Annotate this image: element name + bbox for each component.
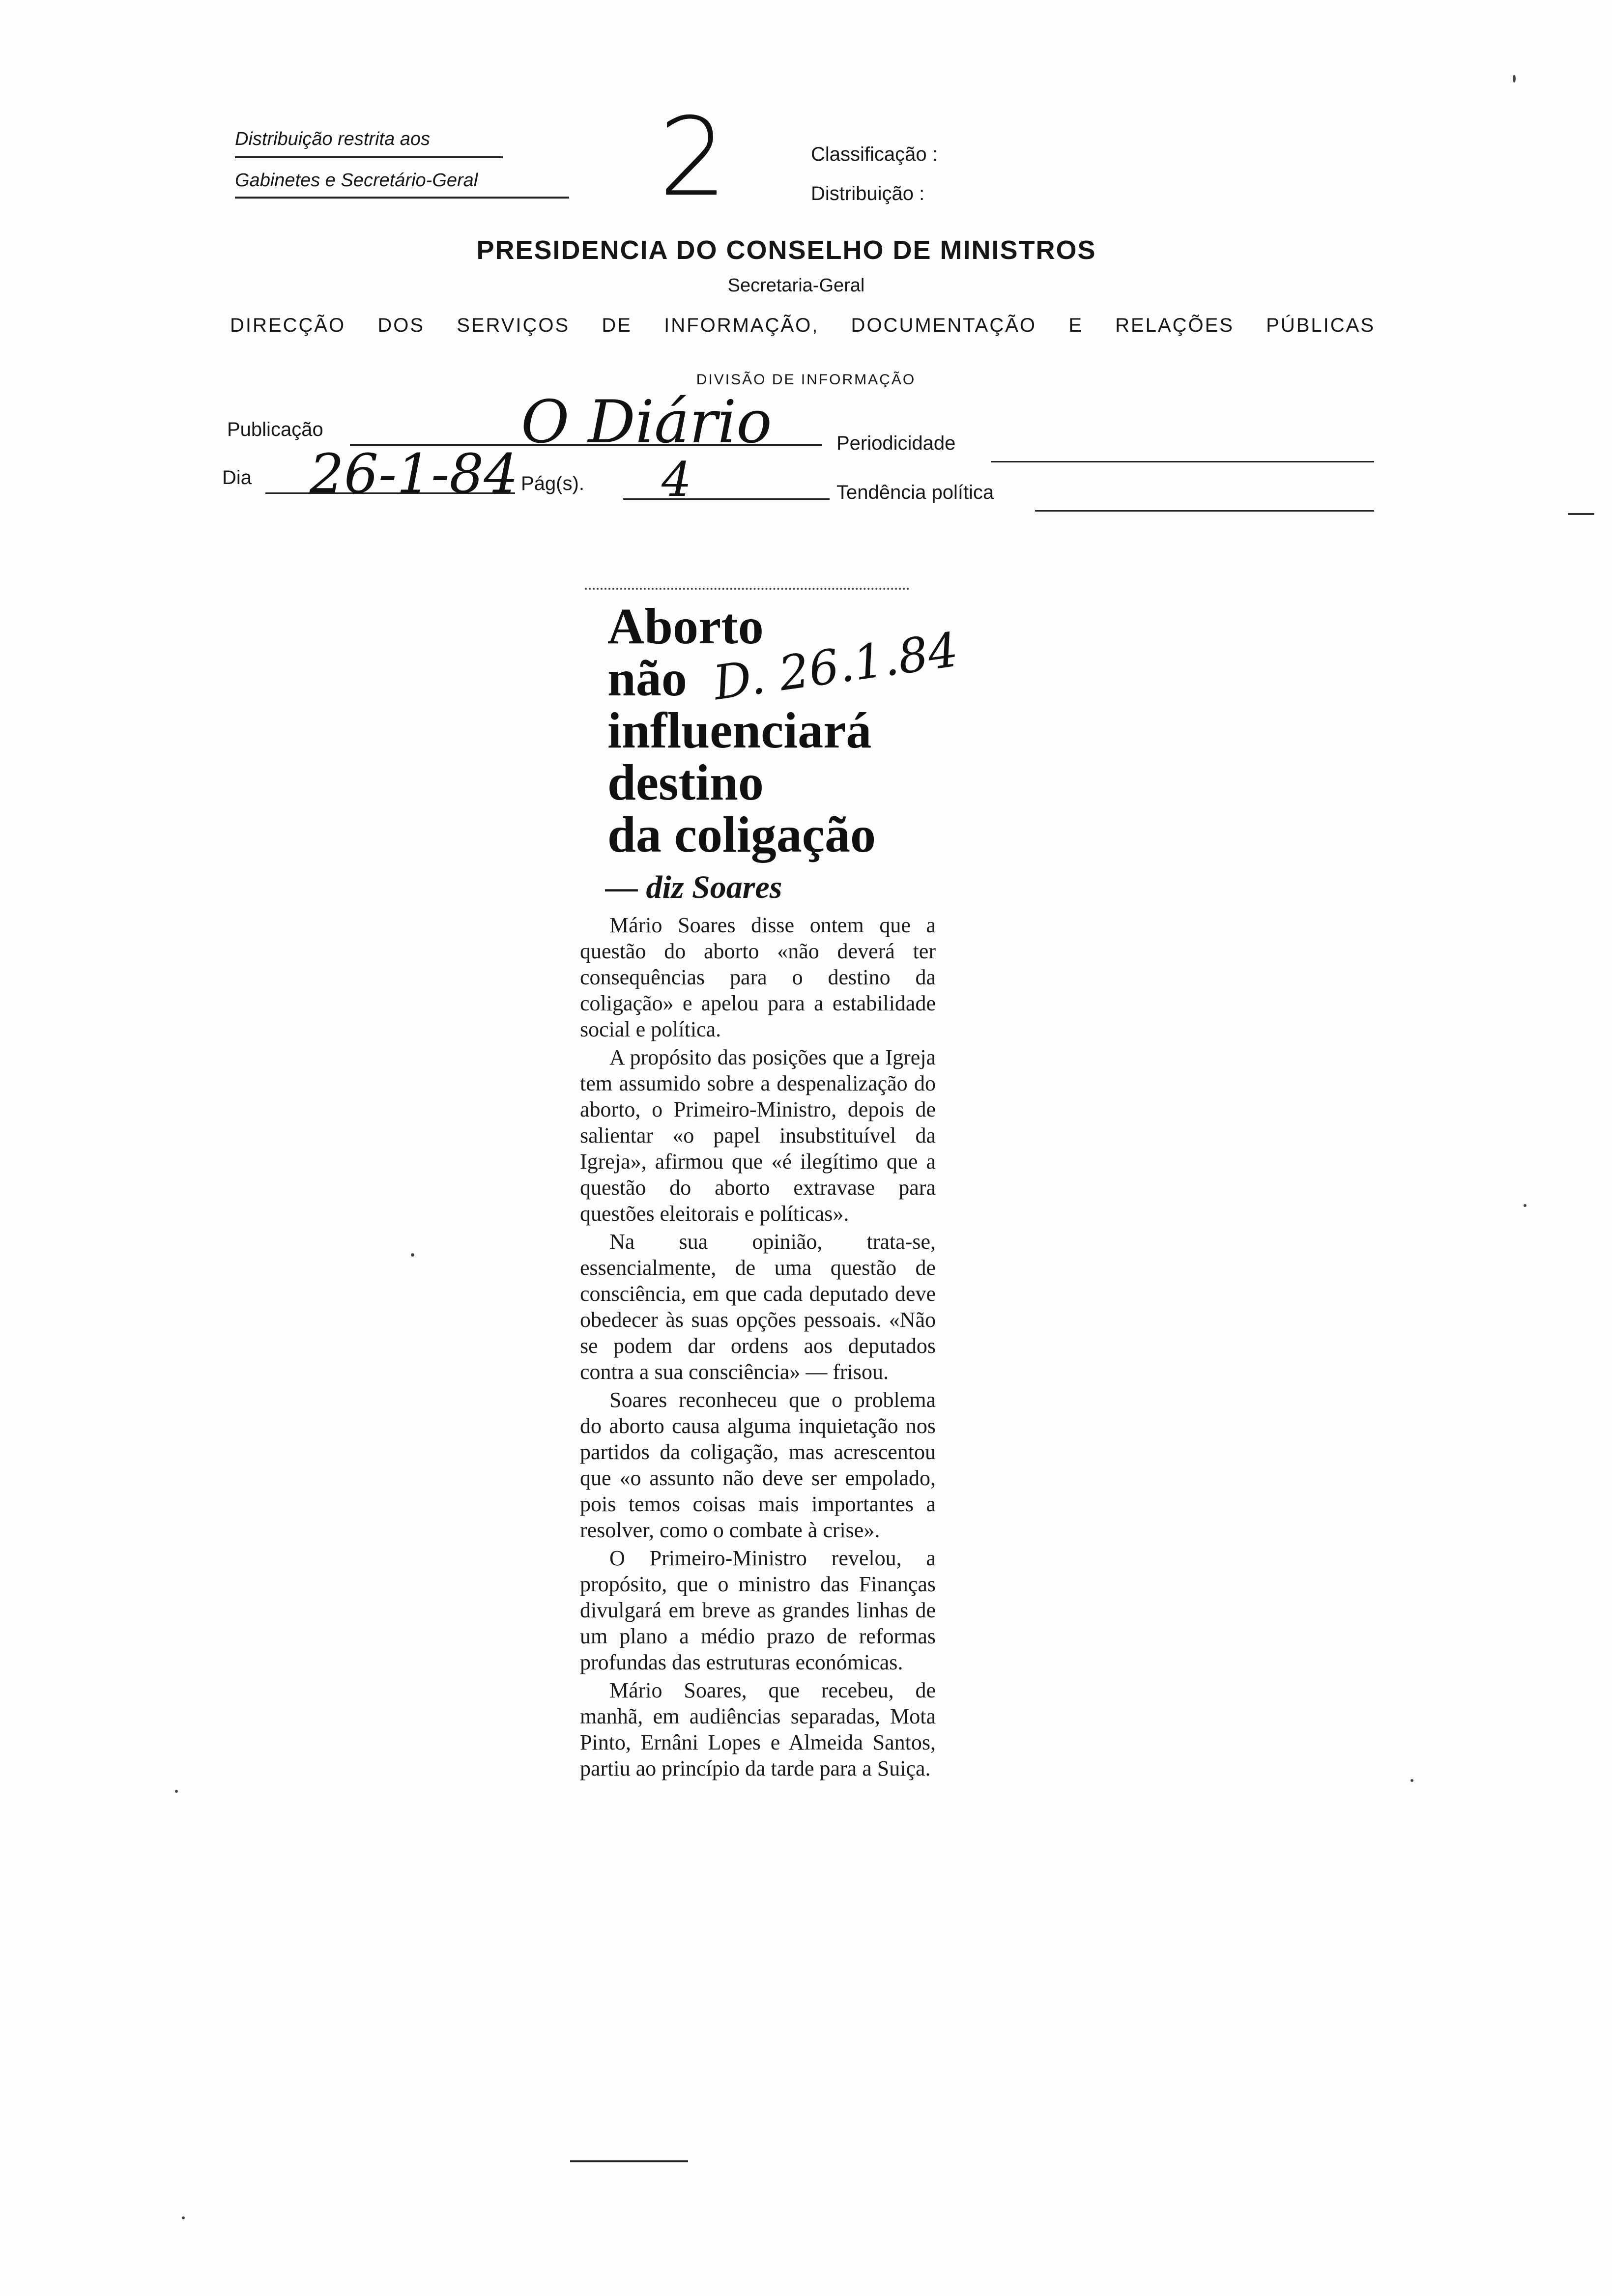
headline-line-5: da coligação [607,806,876,863]
scan-speck [175,1790,178,1793]
page-subtitle: Secretaria-Geral [727,275,865,296]
scan-speck [182,2216,185,2219]
distribution-underline-1 [235,156,503,158]
article-paragraph: Mário Soares, que recebeu, de manhã, em audiências separadas, Mota Pinto, Ernâni Lopes e Almeida Santos, partiu ao princípio da tarde para a Suiça. [580,1678,936,1780]
article-paragraph: Na sua opinião, trata-se, essencialmente, de uma questão de consciência, em que cada deputado deve obedecer às suas opções pessoais. «Não se podem dar ordens aos deputados contra a sua consciência» — frisou. [580,1230,936,1384]
distribution-line-2: Gabinetes e Secretário-Geral [235,170,478,191]
article-paragraph: Soares reconheceu que o problema do aborto causa alguma inquietação nos partidos da coligação, mas acrescentou que «o assunto não deve ser empolado, pois temos coisas mais importantes a resolver, como o combate à crise». [580,1388,936,1542]
article-paragraph: O Primeiro-Ministro revelou, a propósito, que o ministro das Finanças divulgará em breve as grandes linhas de um plano a médio prazo de reformas profundas das estruturas económicas. [580,1546,936,1674]
margin-annotation-handwritten: D. 26.1.84 [710,622,962,711]
headline-line-2: não [607,650,687,707]
clipping-top-edge [585,588,909,592]
margin-tick [1568,513,1594,515]
distribution-line-1: Distribuição restrita aos [235,129,431,149]
pags-label: Pág(s). [521,473,584,494]
pags-line [623,498,830,500]
article-byline: — diz Soares [605,869,782,905]
headline-line-1: Aborto [607,598,764,655]
headline-line-3: influenciará [607,702,872,759]
distribution-underline-2 [235,197,569,199]
periodicidade-line [991,461,1374,462]
article-end-rule [570,2160,688,2162]
scan-speck [1410,1779,1413,1782]
scan-speck [1513,75,1516,83]
classificacao-label: Classificação : [811,144,938,165]
publicacao-handwritten: O Diário [521,388,772,457]
scan-speck [1524,1204,1526,1207]
article-paragraph: Mário Soares disse ontem que a questão do aborto «não deverá ter consequências para o destino da coligação» e apelou para a estabilidade social e política. [580,913,936,1041]
pags-handwritten: 4 [662,452,692,507]
periodicidade-label: Periodicidade [836,432,956,454]
dia-label: Dia [222,467,252,488]
division-label: DIVISÃO DE INFORMAÇÃO [696,372,916,388]
article-body [580,912,936,1783]
directorate-line: DIRECÇÃO DOS SERVIÇOS DE INFORMAÇÃO, DOCUMENTAÇÃO E RELAÇÕES PÚBLICAS [230,315,1375,336]
article-paragraph: A propósito das posições que a Igreja tem assumido sobre a despenalização do aborto, o Primeiro-Ministro, depois de salientar «o papel insubstituível da Igreja», afirmou que «é ilegítimo que a questão do aborto extravase para questões eleitorais e políticas». [580,1045,936,1226]
tendencia-line [1035,510,1374,512]
handwritten-page-number: 2 [659,94,727,220]
scan-speck [411,1253,414,1257]
publicacao-label: Publicação [227,419,323,440]
headline-line-4: destino [607,754,764,811]
distribuicao-label: Distribuição : [811,183,925,204]
dia-handwritten: 26-1-84 [310,442,518,505]
tendencia-label: Tendência política [836,482,994,503]
page-title: PRESIDENCIA DO CONSELHO DE MINISTROS [476,235,1096,265]
